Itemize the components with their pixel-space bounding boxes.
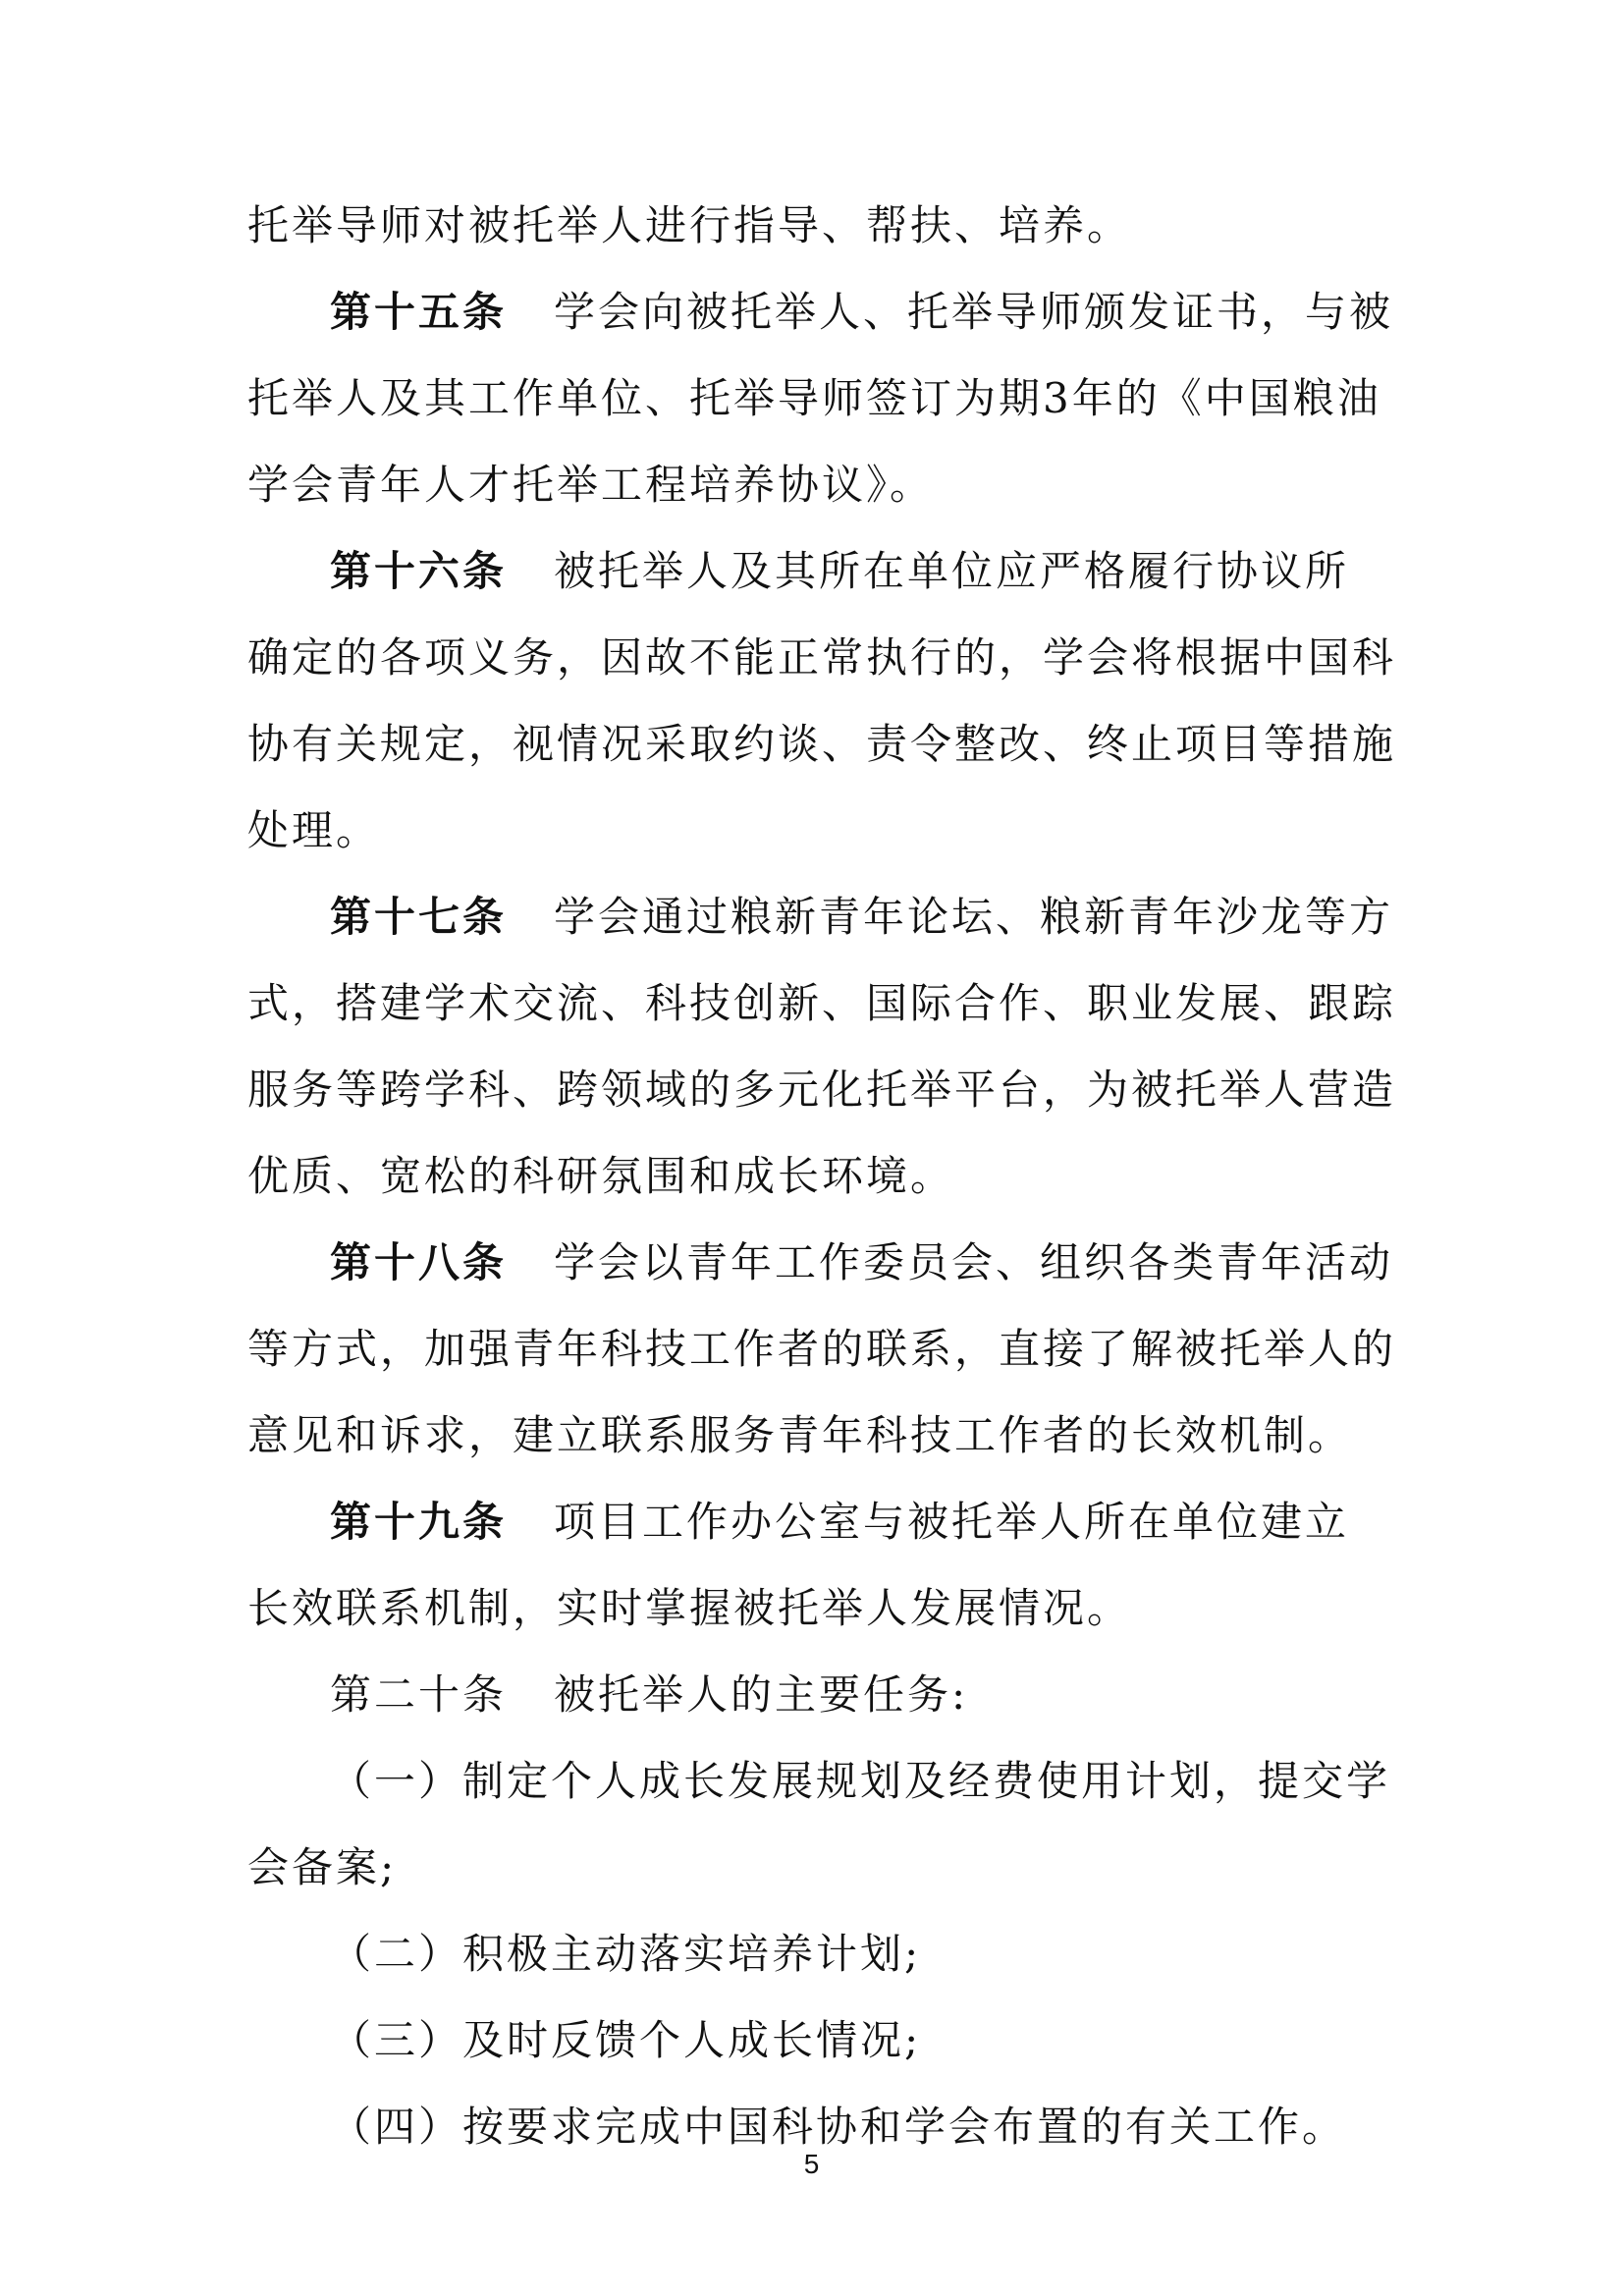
article-17-first-line: [330, 893, 1393, 942]
text-line: 式，搭建学术交流、科技创新、国际合作、职业发展、跟踪: [247, 979, 1397, 1027]
article-text: 学会通过粮新青年论坛、粮新青年沙龙等方: [554, 893, 1394, 941]
text-line: 长效联系机制，实时掌握被托举人发展情况。: [247, 1584, 1132, 1632]
list-item: （三）及时反馈个人成长情况;: [330, 2016, 922, 2064]
text-line: 意见和诉求，建立联系服务青年科技工作者的长效机制。: [247, 1411, 1353, 1459]
article-heading: 第十九条: [330, 1498, 508, 1546]
text-line: 会备案;: [247, 1843, 398, 1891]
article-20-first-line: [330, 1670, 968, 1720]
article-text: 被托举人的主要任务:: [554, 1670, 969, 1719]
text-line: 学会青年人才托举工程培养协议》。: [247, 461, 935, 509]
article-heading: 第十八条: [330, 1238, 508, 1286]
list-item: （二）积极主动落实培养计划;: [330, 1930, 922, 1978]
text-line: 托举导师对被托举人进行指导、帮扶、培养。: [247, 201, 1132, 249]
article-text: 项目工作办公室与被托举人所在单位建立: [554, 1498, 1350, 1546]
article-heading: 第十六条: [330, 547, 508, 595]
text-line: 处理。: [247, 806, 381, 854]
page-number: 5: [803, 2149, 820, 2179]
text-line: 服务等跨学科、跨领域的多元化托举平台，为被托举人营造: [247, 1066, 1397, 1114]
text-line: 等方式，加强青年科技工作者的联系，直接了解被托举人的: [247, 1325, 1397, 1373]
text-line: 托举人及其工作单位、托举导师签订为期3年的《中国粮油: [247, 374, 1381, 422]
article-heading: 第十五条: [330, 288, 508, 336]
article-15-first-line: [330, 288, 1393, 337]
article-text: 被托举人及其所在单位应严格履行协议所: [554, 547, 1350, 595]
article-heading: 第十七条: [330, 893, 508, 941]
article-text: 学会以青年工作委员会、组织各类青年活动: [554, 1238, 1394, 1286]
article-18-first-line: [330, 1238, 1393, 1287]
text-line: 优质、宽松的科研氛围和成长环境。: [247, 1152, 955, 1200]
article-text: 学会向被托举人、托举导师颁发证书，与被: [554, 288, 1394, 336]
list-item: （一）制定个人成长发展规划及经费使用计划，提交学: [330, 1757, 1391, 1805]
article-heading: 第二十条: [330, 1670, 508, 1719]
text-line: 协有关规定，视情况采取约谈、责令整改、终止项目等措施: [247, 720, 1397, 768]
list-item: （四）按要求完成中国科协和学会布置的有关工作。: [330, 2103, 1347, 2151]
article-19-first-line: [330, 1498, 1349, 1547]
text-line: 确定的各项义务，因故不能正常执行的，学会将根据中国科: [247, 633, 1397, 682]
article-16-first-line: [330, 547, 1349, 596]
